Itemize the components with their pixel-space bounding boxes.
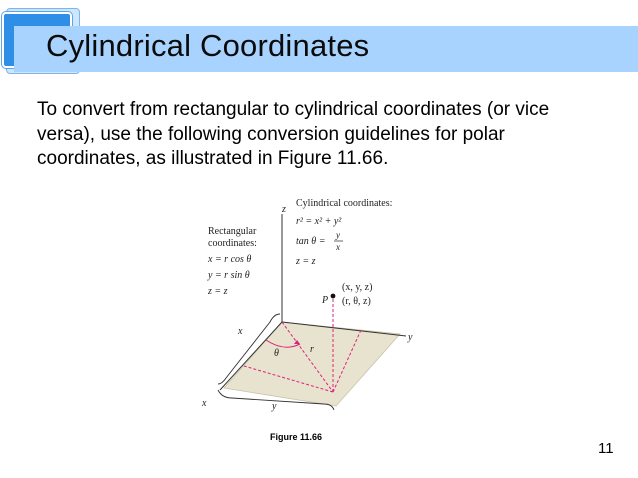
brace-y-label: y — [272, 401, 277, 412]
z-axis-label: z — [282, 204, 286, 215]
cyl-eq-2-den: x — [336, 242, 340, 252]
cylindrical-heading: Cylindrical coordinates: — [296, 198, 393, 209]
body-paragraph: To convert from rectangular to cylindrical coordinates (or vice versa), use the following conversion guidelines for polar coordinates, as illustrated in Figure 11.66. — [37, 99, 550, 169]
rect-eq-1: x = r cos θ — [208, 254, 252, 265]
theta-label: θ — [274, 348, 279, 359]
point-p — [331, 294, 336, 299]
r-label: r — [310, 344, 314, 355]
y-axis-label: y — [408, 332, 413, 343]
rect-heading-2: coordinates: — [208, 238, 257, 249]
figure-caption: Figure 11.66 — [270, 432, 323, 442]
slide-number: 11 — [598, 440, 614, 457]
point-p-label: P — [322, 295, 329, 306]
x-axis-label: x — [202, 398, 207, 409]
rect-heading-1: Rectangular — [208, 226, 257, 237]
cyl-eq-3: z = z — [296, 256, 316, 267]
rect-eq-2: y = r sin θ — [208, 270, 250, 281]
brace-x-label: x — [238, 326, 243, 337]
figure-11-66 — [196, 192, 436, 414]
cyl-eq-2-num: y — [336, 230, 340, 240]
point-rect-label: (x, y, z) — [342, 282, 373, 293]
rect-eq-3: z = z — [208, 286, 228, 297]
slide-title: Cylindrical Coordinates — [46, 28, 370, 63]
cyl-eq-1: r² = x² + y² — [296, 216, 342, 227]
point-cyl-label: (r, θ, z) — [342, 296, 371, 307]
cyl-eq-2-lhs: tan θ = — [296, 236, 326, 247]
